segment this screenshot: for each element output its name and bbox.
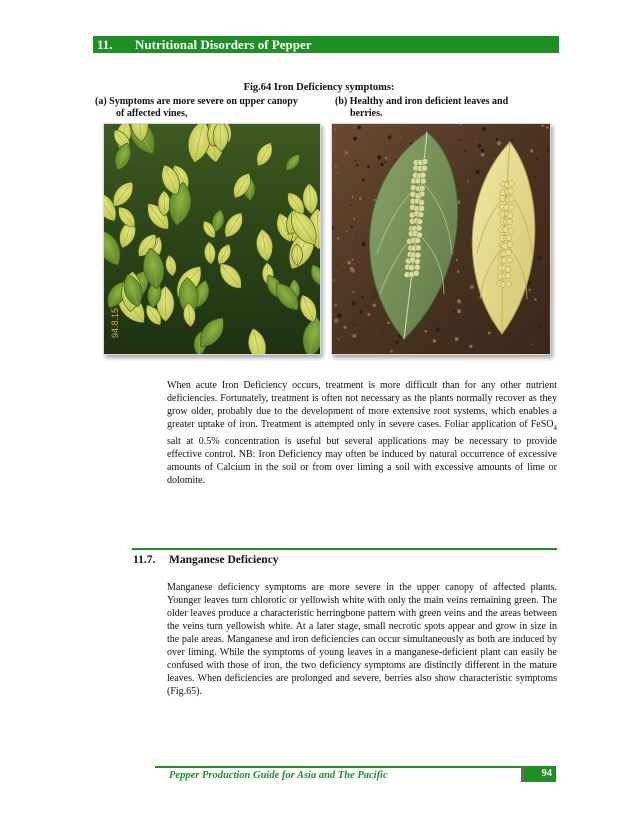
figure-caption-b xyxy=(335,96,550,120)
chapter-header xyxy=(93,36,559,53)
caption-a-line2: of affected vines, xyxy=(116,108,188,119)
paragraph1-text-a: When acute Iron Deficiency occurs, treatment is more difficult than for any other nutrient deficiencies. Fortunately, treatment is often not necessary as the plants normally recover as they grow older, probably due to the development of more extensive root systems, which enables a greater uptake of iron. Treatment is attempted only in severe cases. Foliar application of FeSO xyxy=(167,380,557,430)
caption-b-line2: berries. xyxy=(350,108,383,119)
section-heading xyxy=(133,554,279,566)
footer-title: Pepper Production Guide for Asia and The Pacific xyxy=(169,770,388,781)
paragraph-manganese: Manganese deficiency symptoms are more severe in the upper canopy of affected plants. Younger leaves turn chlorotic or yellowish white with only the main veins remaining green. The older leaves produce a characteristic herringbone pattern with green veins and the areas between the veins turn yellowish white. At a later stage, small necrotic spots appear and grow in size in the pale areas. Manganese and iron deficiencies can occur simultaneously as both are induced by over liming. While the symptoms of young leaves in a manganese-deficient plant can easily be confused with those of iron, the two deficiency symptoms are distinctly different in the mature leaves. When deficiencies are prolonged and severe, berries also show characteristic symptoms (Fig.65). xyxy=(167,582,557,697)
photo-leaves-berries xyxy=(331,123,551,355)
footer-divider xyxy=(155,766,522,768)
photo-pepper-canopy xyxy=(103,123,321,355)
chapter-number: 11. xyxy=(97,37,113,52)
chapter-title: Nutritional Disorders of Pepper xyxy=(135,37,312,52)
caption-a-line1: (a) Symptoms are more severe on upper canopy xyxy=(95,96,298,107)
section-title: Manganese Deficiency xyxy=(169,554,279,566)
paragraph1-subscript: 4 xyxy=(553,424,557,432)
photo-date-stamp: 94.8.15 xyxy=(110,307,120,338)
figure-caption-a xyxy=(95,96,327,120)
section-number: 11.7. xyxy=(133,554,156,566)
page-number: 94 xyxy=(524,766,556,782)
paragraph-iron-treatment xyxy=(167,379,557,487)
section-divider xyxy=(132,548,557,550)
caption-b-line1: (b) Healthy and iron deficient leaves and xyxy=(335,96,509,107)
figure-title: Fig.64 Iron Deficiency symptoms: xyxy=(243,82,395,93)
paragraph1-text-b: salt at 0.5% concentration is useful but several applications may be necessary to provide effective control. NB: Iron Deficiency may often be induced by natural occurrence of excessive amounts of Calcium in the soil or from over liming a soil with excessive amounts of lime or dolomite. xyxy=(167,436,557,486)
